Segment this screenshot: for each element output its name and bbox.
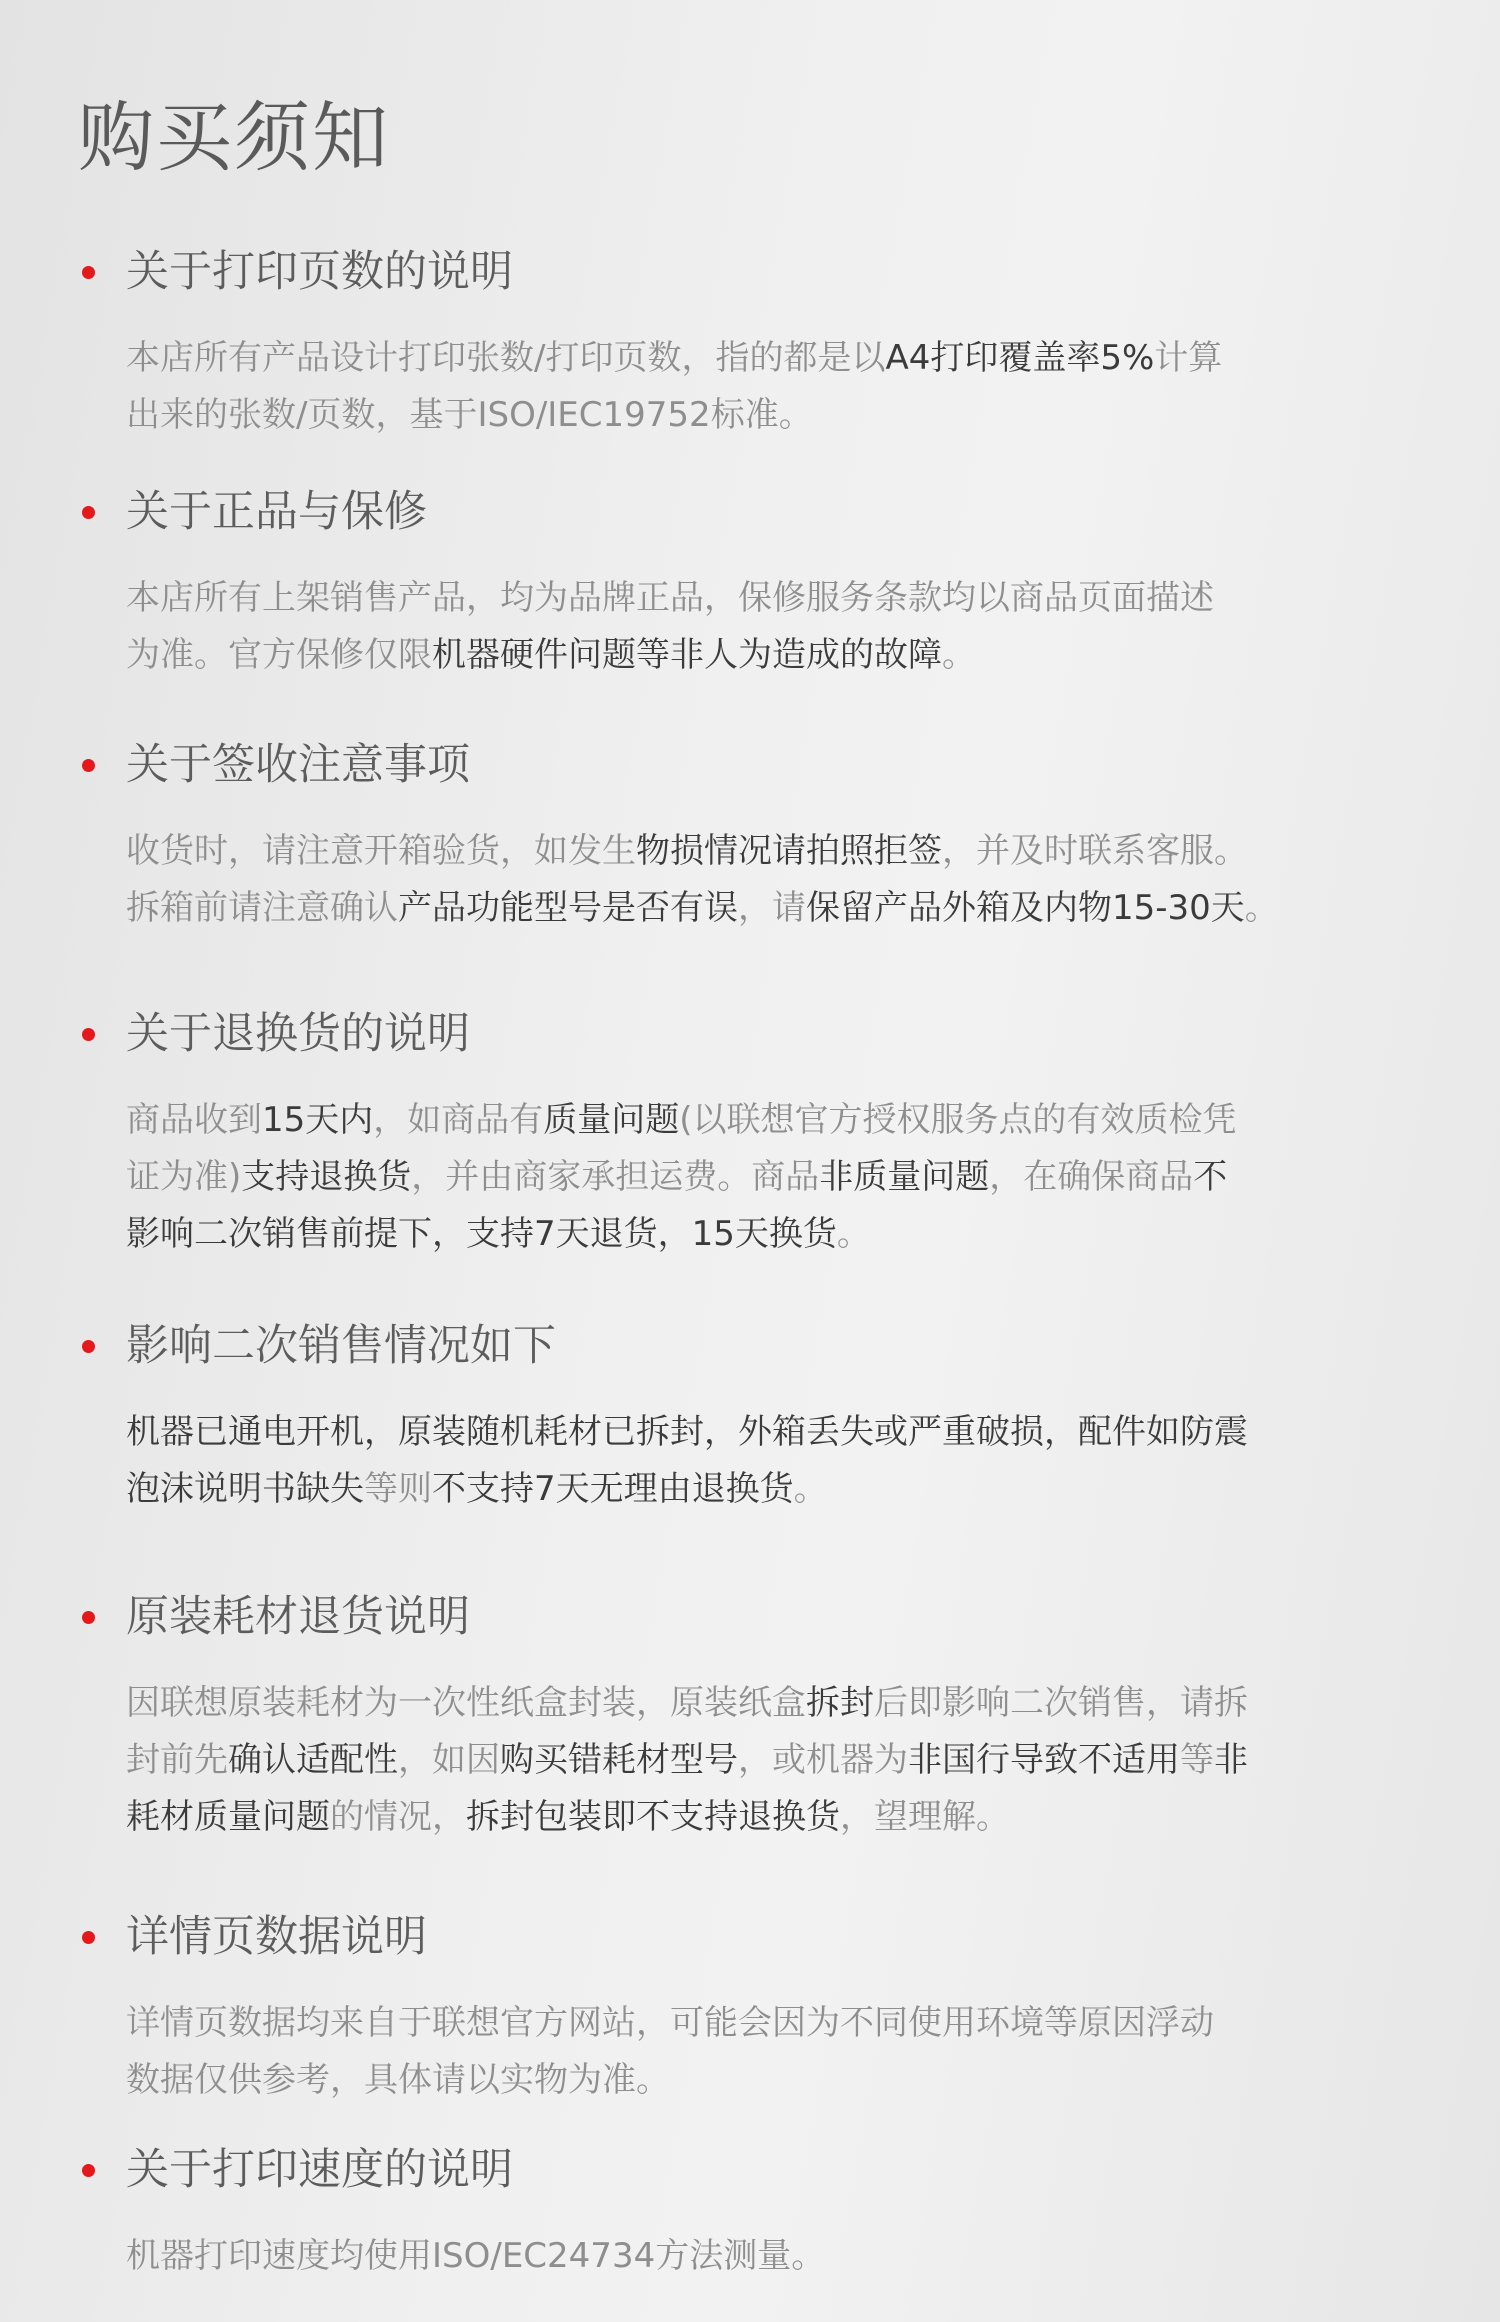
- section-body: [126, 1404, 1386, 1518]
- body-text: 。: [836, 1214, 871, 1254]
- emphasized-text: 机器已通电开机，原装随机耗材已拆封，外箱丢失或严重破损，配件如防震: [126, 1412, 1248, 1452]
- body-text: 。: [942, 635, 976, 675]
- body-text: 商品收到: [126, 1100, 262, 1140]
- body-line: [126, 1404, 1386, 1461]
- body-text: 本店所有产品设计打印张数/打印页数，指的都是以: [126, 338, 886, 378]
- body-text: 计算: [1154, 338, 1223, 378]
- emphasized-text: 不支持7天无理由退换货: [432, 1469, 794, 1509]
- body-line: [126, 1789, 1386, 1846]
- section-body: [126, 823, 1386, 937]
- emphasized-text: 泡沫说明书缺失: [126, 1469, 364, 1509]
- body-text: 后即影响二次销售，请拆: [874, 1683, 1248, 1723]
- body-line: [126, 1206, 1386, 1263]
- red-bullet-icon: [82, 506, 95, 519]
- emphasized-text: 耗材质量问题: [126, 1797, 330, 1837]
- body-text: 证为准): [126, 1157, 242, 1197]
- red-bullet-icon: [82, 759, 95, 772]
- body-line: [126, 1149, 1386, 1206]
- emphasized-text: 购买错耗材型号: [500, 1740, 738, 1780]
- body-text: 拆箱前请注意确认: [126, 888, 398, 928]
- body-text: 。: [1244, 888, 1279, 928]
- emphasized-text: 不: [1193, 1157, 1228, 1197]
- body-text: 等: [1180, 1740, 1214, 1780]
- body-text: ，望理解。: [840, 1797, 1010, 1837]
- emphasized-text: 非: [1214, 1740, 1248, 1780]
- body-text: 出来的张数/页数，基于ISO/IEC19752标准。: [126, 395, 813, 435]
- emphasized-text: 非国行导致不适用: [908, 1740, 1180, 1780]
- section-heading: 关于正品与保修: [126, 487, 427, 537]
- emphasized-text: 机器硬件问题等非人为造成的故障: [432, 635, 942, 675]
- body-line: [126, 627, 1386, 684]
- body-text: 为准。官方保修仅限: [126, 635, 432, 675]
- emphasized-text: 保留产品外箱及内物15-30天: [806, 888, 1245, 928]
- body-text: 。: [793, 1469, 828, 1509]
- body-text: ，并及时联系客服。: [942, 831, 1248, 871]
- body-text: 数据仅供参考，具体请以实物为准。: [126, 2060, 670, 2100]
- body-line: [126, 2228, 1386, 2285]
- section-heading: 关于打印速度的说明: [126, 2145, 513, 2195]
- body-text: 机器打印速度均使用ISO/EC24734方法测量。: [126, 2236, 826, 2276]
- body-text: 封前先: [126, 1740, 228, 1780]
- red-bullet-icon: [82, 2164, 95, 2177]
- section-body: [126, 1675, 1386, 1846]
- emphasized-text: 质量问题: [543, 1100, 680, 1140]
- section-body: [126, 330, 1386, 444]
- body-line: [126, 1995, 1386, 2052]
- body-text: 的情况，: [330, 1797, 466, 1837]
- page-title: 购买须知: [78, 93, 390, 182]
- section-heading: 关于打印页数的说明: [126, 247, 513, 297]
- body-line: [126, 570, 1386, 627]
- body-text: ，并由商家承担运费。商品: [411, 1157, 820, 1197]
- body-text: ，或机器为: [738, 1740, 908, 1780]
- emphasized-text: A4打印覆盖率5%: [885, 338, 1155, 378]
- red-bullet-icon: [82, 1931, 95, 1944]
- section-heading: 详情页数据说明: [126, 1912, 427, 1962]
- body-line: [126, 1461, 1386, 1518]
- body-text: ，如商品有: [373, 1100, 544, 1140]
- body-text: ，在确保商品: [989, 1157, 1194, 1197]
- body-text: 等则: [364, 1469, 432, 1509]
- red-bullet-icon: [82, 1340, 95, 1353]
- emphasized-text: 15天内: [262, 1100, 374, 1140]
- body-text: 本店所有上架销售产品，均为品牌正品，保修服务条款均以商品页面描述: [126, 578, 1214, 618]
- body-line: [126, 823, 1386, 880]
- section-body: [126, 1995, 1386, 2109]
- emphasized-text: 产品功能型号是否有误: [398, 888, 738, 928]
- emphasized-text: 拆封包装即不支持退换货: [466, 1797, 840, 1837]
- section-heading: 原装耗材退货说明: [126, 1592, 470, 1642]
- emphasized-text: 非质量问题: [819, 1157, 990, 1197]
- section-body: [126, 570, 1386, 684]
- body-text: 详情页数据均来自于联想官方网站，可能会因为不同使用环境等原因浮动: [126, 2003, 1214, 2043]
- emphasized-text: 支持退换货: [241, 1157, 412, 1197]
- red-bullet-icon: [82, 1611, 95, 1624]
- body-text: 因联想原装耗材为一次性纸盒封装，原装纸盒: [126, 1683, 806, 1723]
- body-line: [126, 330, 1386, 387]
- body-line: [126, 1732, 1386, 1789]
- emphasized-text: 物损情况请拍照拒签: [636, 831, 942, 871]
- emphasized-text: 拆封: [806, 1683, 874, 1723]
- body-text: 收货时，请注意开箱验货，如发生: [126, 831, 636, 871]
- body-text: ，如因: [398, 1740, 500, 1780]
- section-body: [126, 1092, 1386, 1263]
- body-line: [126, 1675, 1386, 1732]
- section-heading: 影响二次销售情况如下: [126, 1321, 556, 1371]
- emphasized-text: 确认适配性: [228, 1740, 398, 1780]
- red-bullet-icon: [82, 266, 95, 279]
- body-text: (以联想官方授权服务点的有效质检凭: [679, 1100, 1237, 1140]
- body-line: [126, 387, 1386, 444]
- body-text: ，请: [738, 888, 806, 928]
- body-line: [126, 880, 1386, 937]
- section-heading: 关于签收注意事项: [126, 740, 470, 790]
- red-bullet-icon: [82, 1028, 95, 1041]
- body-line: [126, 2052, 1386, 2109]
- emphasized-text: 影响二次销售前提下，支持7天退货，15天换货: [126, 1214, 837, 1254]
- section-body: [126, 2228, 1386, 2285]
- section-heading: 关于退换货的说明: [126, 1009, 470, 1059]
- body-line: [126, 1092, 1386, 1149]
